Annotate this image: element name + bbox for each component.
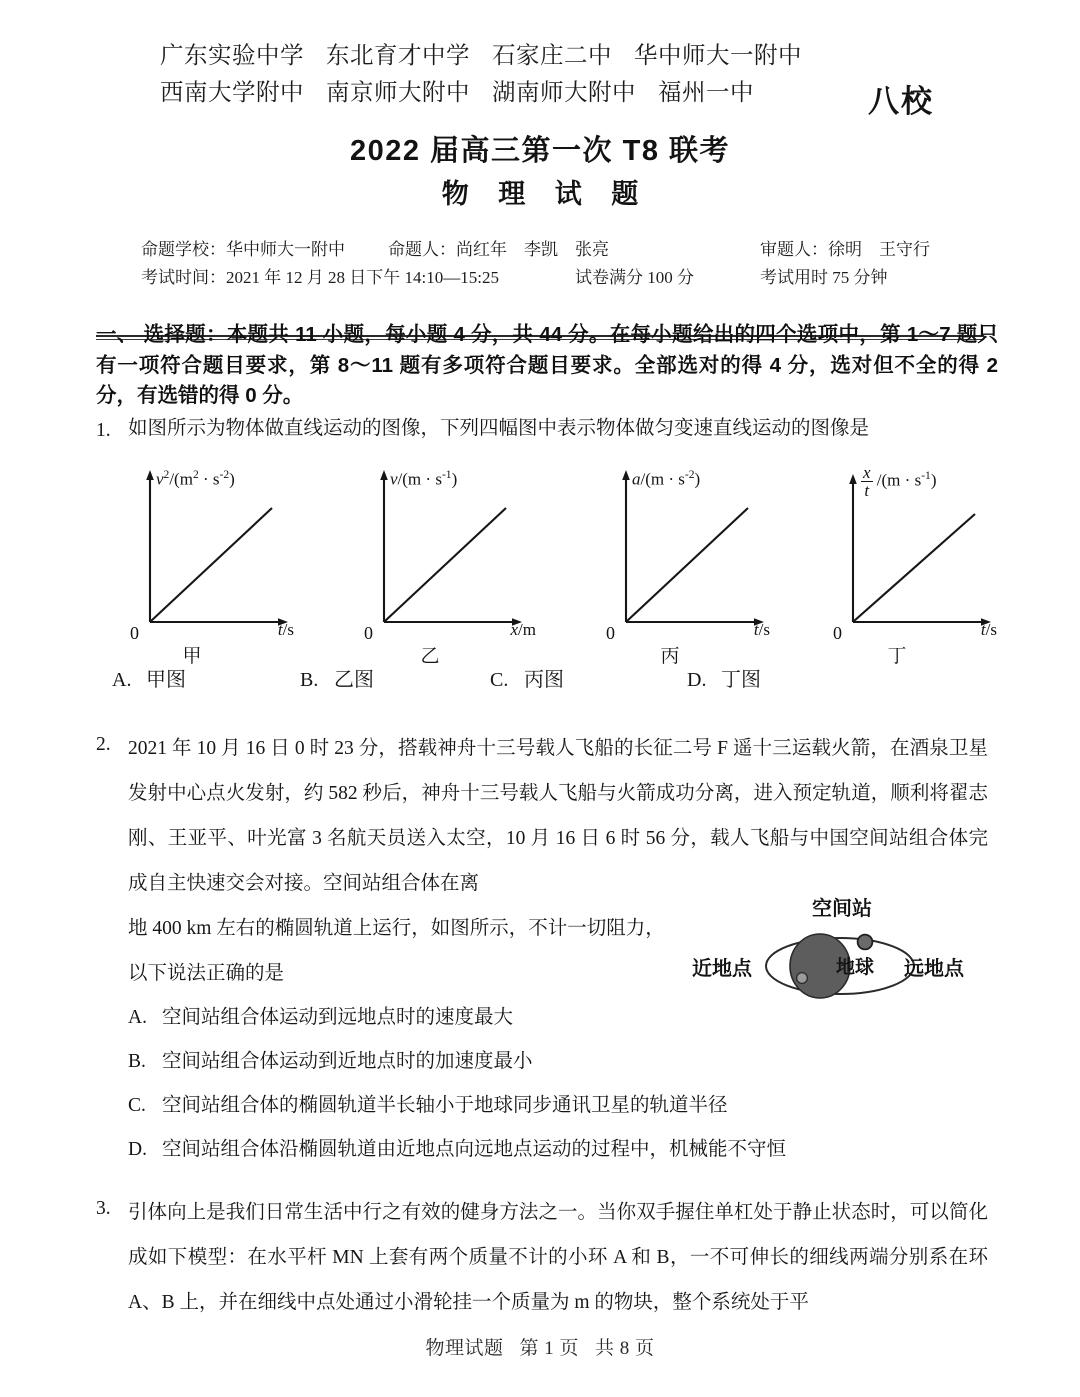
figure-jia-origin: 0 [130,623,139,643]
question-2-orbit-diagram [692,892,992,1002]
space-station-label: 空间站 [812,898,872,920]
school-name: 华中师大一附中 [634,43,802,69]
question-2-option-a-text: 空间站组合体运动到远地点时的速度最大 [162,1007,514,1028]
school-list-row-2 [160,75,850,112]
school-name: 福州一中 [658,80,754,106]
question-1-number: 1. [96,420,111,441]
question-3 [96,1190,988,1325]
question-1-option-b-text: 乙图 [334,669,374,691]
question-2-number: 2. [96,734,111,755]
question-1-option-b-label: B. [300,669,319,691]
footer-page-total: 共 8 页 [595,1338,655,1359]
question-1-option-b[interactable] [300,663,374,692]
question-2-option-b-label: B. [128,1051,146,1072]
figure-ding-origin: 0 [833,623,842,643]
school-name: 南京师大附中 [326,80,470,106]
reviewers-label: 审题人： [760,240,828,259]
question-2-option-d-label: D. [128,1139,147,1160]
school-name: 石家庄二中 [492,43,612,69]
question-1-option-d-text: 丁图 [721,669,761,691]
question-2-option-a-label: A. [128,1007,147,1028]
exam-meta-row-2 [0,264,1080,292]
figure-bing-x-axis-label: t/s [753,620,770,639]
question-1 [96,412,986,446]
figure-ding-y-axis-label: $\frac{x}{t}$ $/(m \cdot s^{-1})$ [863,463,937,501]
perigee-label: 近地点 [692,958,752,980]
subject-title: 物 理 试 题 [441,179,650,209]
total-score: 试卷满分 100 分 [575,268,694,287]
figure-jia-caption: 甲 [182,646,202,667]
question-1-option-d[interactable] [687,663,761,692]
question-2-stem-part-3: 以下说法正确的是 [128,963,285,984]
footer-subject: 物理试题 [425,1338,504,1359]
exam-title: 2022 届高三第一次 T8 联考 [349,135,731,167]
question-1-option-d-label: D. [687,669,707,691]
question-2-option-b[interactable] [128,1040,988,1084]
school-name: 东北育才中学 [326,43,470,69]
exam-time [141,264,499,292]
apogee-label: 远地点 [904,958,964,980]
figure-bing [598,462,830,667]
figure-yi-caption: 乙 [420,646,440,667]
school-name: 湖南师大附中 [492,80,636,106]
question-2-stem-part-2: 地 400 km 左右的椭圆轨道上运行，如图所示，不计一切阻力， [128,918,665,939]
exam-meta-row-1 [0,236,1080,264]
setter-school-label: 命题学校： [141,240,226,259]
figure-yi-origin: 0 [364,623,373,643]
figure-yi [356,462,588,667]
school-name: 西南大学附中 [160,80,304,106]
question-1-option-c[interactable] [490,663,564,692]
figure-bing-y-axis-label: $a/(m \cdot s^{-2})$ [632,468,701,489]
earth-label: 地球 [836,957,875,978]
setters [388,236,609,264]
question-2-option-d-text: 空间站组合体沿椭圆轨道由近地点向远地点运动的过程中，机械能不守恒 [162,1139,787,1160]
figure-jia-x-axis-label: t/s [277,620,294,639]
school-list [160,38,850,112]
question-2-option-b-text: 空间站组合体运动到近地点时的加速度最小 [162,1051,533,1072]
question-2-option-c-label: C. [128,1095,146,1116]
eight-schools-badge: 八校 [868,84,934,119]
section-one-instructions: 一、 选择题：本题共 11 小题，每小题 4 分，共 44 分。在每小题给出的四个选项中，第 1～7 题只有一项符合题目要求，第 8～11 题有多项符合题目要求。全部选对的得 4 分，选对但不全的得 2 分，有选错的得 0 分。 [96,323,998,407]
reviewers [760,236,930,264]
figure-ding-x-axis-label: t/s [980,620,997,639]
setter-school-value: 华中师大一附中 [226,240,345,259]
question-2-option-d[interactable] [128,1128,988,1172]
page-footer [0,1333,1080,1360]
question-1-option-a[interactable] [112,663,186,692]
school-list-row-1 [160,38,850,75]
figure-yi-y-axis-label: $v/(m \cdot s^{-1})$ [390,468,458,489]
question-2-option-a[interactable] [128,996,988,1040]
figure-jia [122,462,354,667]
question-2-options [128,996,988,1172]
figure-yi-x-axis-label: x/m [510,620,536,639]
footer-page-current: 第 1 页 [519,1338,579,1359]
question-2-option-c-text: 空间站组合体的椭圆轨道半长轴小于地球同步通讯卫星的轨道半径 [162,1095,728,1116]
figure-bing-caption: 丙 [660,646,680,667]
question-1-option-a-text: 甲图 [146,669,186,691]
setter-school [141,236,345,264]
setters-value: 尚红年 李凯 张亮 [456,240,609,259]
question-3-stem: 引体向上是我们日常生活中行之有效的健身方法之一。当你双手握住单杠处于静止状态时，可以简化成如下模型：在水平杆 MN 上套有两个质量不计的小环 A 和 B，一不可伸长的细线两端分别系在环 A、B 上，并在细线中点处通过小滑轮挂一个质量为 m 的物块，整个系统处于平 [128,1202,988,1313]
exam-time-value: 2021 年 12 月 28 日下午 14:10—15:25 [226,268,499,287]
exam-duration: 考试用时 75 分钟 [760,268,888,287]
question-2-stem-part-1: 2021 年 10 月 16 日 0 时 23 分，搭载神舟十三号载人飞船的长征二号 F 遥十三运载火箭，在酒泉卫星发射中心点火发射，约 582 秒后，神舟十三号载人飞船与火箭成功分离，进入预定轨道，顺利将翟志刚、王亚平、叶光富 3 名航天员送入太空，10 月 16 日 6 时 56 分，载人飞船与中国空间站组合体完成自主快速交会对接。空间站组合体在离 [128,738,988,894]
question-3-number: 3. [96,1198,111,1219]
exam-meta [0,236,1080,292]
figure-ding-caption: 丁 [887,646,907,667]
question-2-stem-part-2-wrap [128,906,738,996]
question-1-option-c-text: 丙图 [524,669,564,691]
question-2-option-c[interactable] [128,1084,988,1128]
question-1-option-a-label: A. [112,669,132,691]
question-2 [96,726,988,906]
question-1-figures [110,462,1060,667]
setters-label: 命题人： [388,240,456,259]
figure-jia-y-axis-label: $v^2/(m^2 \cdot s^{-2})$ [156,468,235,489]
exam-time-label: 考试时间： [141,268,226,287]
reviewers-value: 徐明 王守行 [828,240,930,259]
figure-ding [825,462,1057,667]
question-1-option-c-label: C. [490,669,509,691]
figure-bing-origin: 0 [606,623,615,643]
question-1-stem: 如图所示为物体做直线运动的图像，下列四幅图中表示物体做匀变速直线运动的图像是 [128,418,870,439]
school-name: 广东实验中学 [160,43,304,69]
